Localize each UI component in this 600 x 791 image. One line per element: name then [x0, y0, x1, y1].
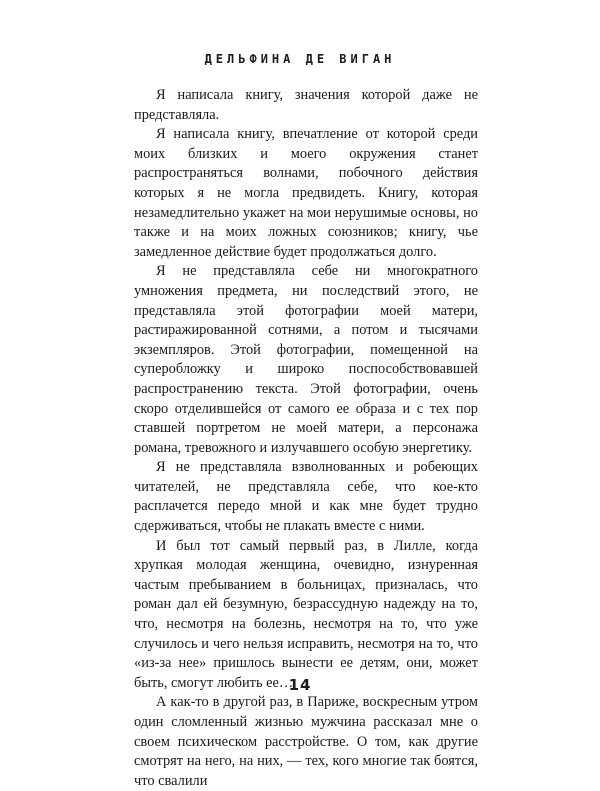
page-number: 14: [288, 676, 312, 694]
paragraph: И был тот самый первый раз, в Лилле, когда хрупкая молодая женщина, очевидно, изнуренная частым пребыванием в больницах, призналась, что роман дал ей безумную, безрассудную надежду на то, что, несмотря на болезнь, несмотря на то, что уже случилось и чего нельзя исправить, несмотря на то, что «из-за нее» пришлось вынести ее детям, они, может быть, смогут любить ее…: [134, 537, 478, 691]
paragraph: А как-то в другой раз, в Париже, воскресным утром один сломленный жизнью мужчина рассказал мне о своем психическом расстройстве. О том, как другие смотрят на него, на них, — тех, кого многие так боятся, что свалили: [134, 694, 478, 789]
paragraph: Я не представляла себе ни многократного умножения предмета, ни последствий этого, не представляла этой фотографии моей матери, растиражированной сотнями, а потом и тысячами экземпляров. Этой фотографии, помещенной на суперобложку и широко поспособствовавшей распространению текста. Этой фотографии, очень скоро отделившейся от самого ее образа и с тех пор ставшей портретом не моей матери, а персонажа романа, тревожного и излучавшего особую энергетику.: [134, 263, 478, 456]
paragraph: Я написала книгу, значения которой даже не представляла.: [134, 87, 478, 123]
running-head: ДЕЛЬФИНА ДЕ ВИГАН: [204, 52, 396, 66]
paragraph: Я написала книгу, впечатление от которой среди моих близких и моего окружения станет распространяться волнами, побочного действия которых я не могла предвидеть. Книгу, которая незамедлительно укажет на мои нерушимые основы, но также и на моих ложных союзников; книгу, чье замедленное действие будет продолжаться долго.: [134, 126, 478, 260]
paragraph: Я не представляла взволнованных и робеющих читателей, не представляла себе, что кое-кто расплачется передо мной и как мне будет трудно сдерживаться, чтобы не плакать вместе с ними.: [134, 459, 478, 535]
